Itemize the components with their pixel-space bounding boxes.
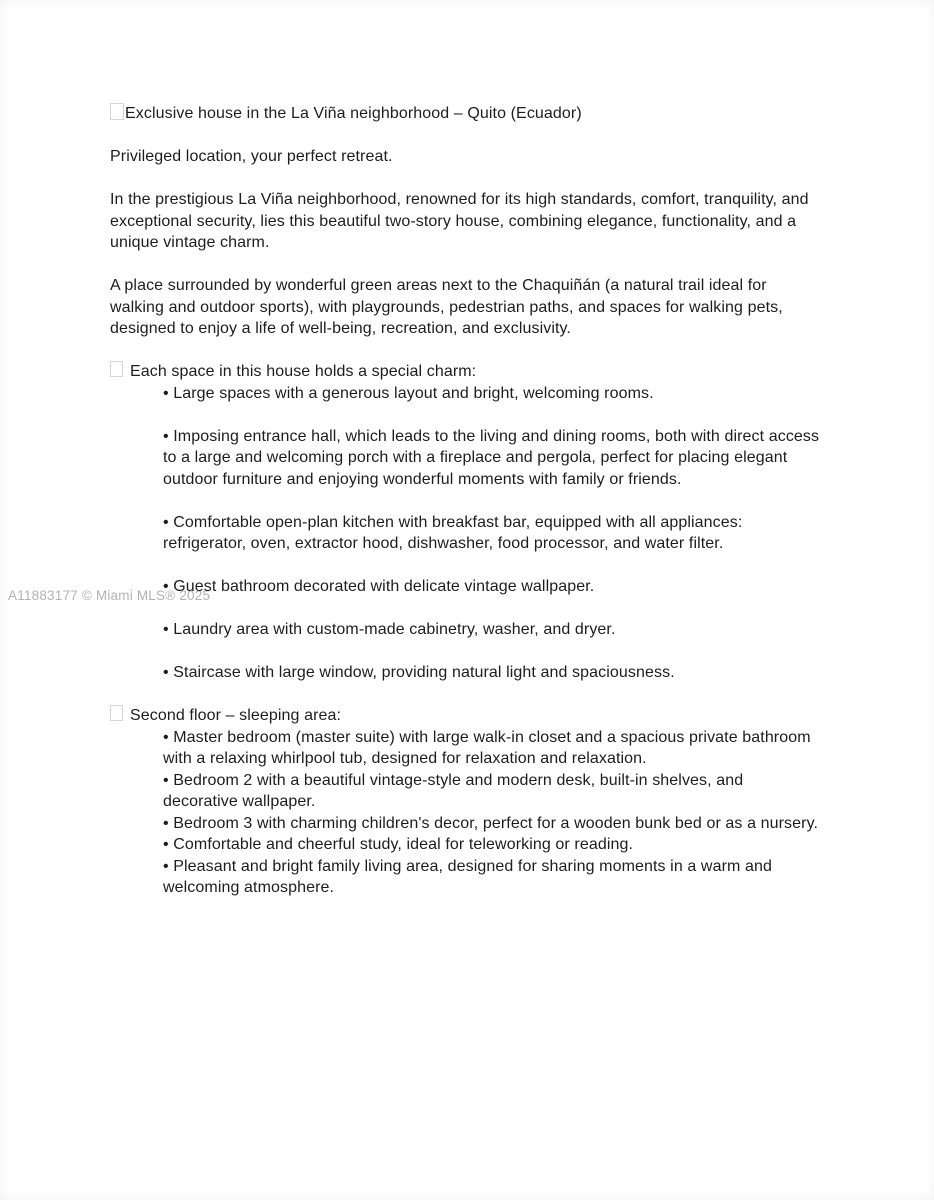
missing-emoji-box-icon — [110, 361, 123, 377]
listing-title-text: Exclusive house in the La Viña neighborhood – Quito (Ecuador) — [125, 105, 582, 122]
bullet-item: • Guest bathroom decorated with delicate vintage wallpaper. — [163, 578, 595, 595]
tagline: Privileged location, your perfect retreat. — [110, 148, 393, 165]
section-heading-text: Second floor – sleeping area: — [130, 707, 342, 724]
section-second-floor — [110, 705, 822, 899]
section-heading — [110, 361, 822, 383]
bullet-item: • Staircase with large window, providing natural light and spaciousness. — [163, 664, 675, 681]
listing-description — [110, 103, 822, 899]
feature-list — [110, 383, 822, 684]
listing-title — [110, 103, 822, 125]
missing-emoji-box-icon — [110, 103, 124, 120]
bullet-item: • Bedroom 2 with a beautiful vintage-style and modern desk, built-in shelves, and decorative wallpaper. — [163, 771, 744, 810]
bullet-item: • Comfortable open-plan kitchen with breakfast bar, equipped with all appliances: refrigerator, oven, extractor hood, dishwasher, food processor, and water filter. — [163, 513, 743, 552]
feature-list — [110, 727, 822, 899]
intro-paragraph: In the prestigious La Viña neighborhood, renowned for its high standards, comfort, tranquility, and exceptional security, lies this beautiful two-story house, combining elegance, functionality, and a unique vintage charm. — [110, 191, 809, 251]
bullet-item: • Bedroom 3 with charming children's decor, perfect for a wooden bunk bed or as a nursery. — [163, 814, 819, 832]
bullet-item: • Comfortable and cheerful study, ideal for teleworking or reading. — [163, 836, 634, 853]
section-heading — [110, 705, 822, 727]
section-each-space — [110, 361, 822, 684]
section-heading-text: Each space in this house holds a special charm: — [130, 363, 477, 380]
missing-emoji-box-icon — [110, 705, 123, 721]
bullet-item: • Pleasant and bright family living area, designed for sharing moments in a warm and welcoming atmosphere. — [163, 857, 772, 896]
bullet-item: • Laundry area with custom-made cabinetry, washer, and dryer. — [163, 621, 616, 638]
bullet-item: • Imposing entrance hall, which leads to the living and dining rooms, both with direct access to a large and welcoming porch with a fireplace and pergola, perfect for placing elegant outdoor furniture and enjoying wonderful moments with family or friends. — [163, 427, 820, 488]
intro-paragraph: A place surrounded by wonderful green areas next to the Chaquiñán (a natural trail ideal for walking and outdoor sports), with playgrounds, pedestrian paths, and spaces for walking pets, designed to enjoy a life of well-being, recreation, and exclusivity. — [110, 277, 783, 337]
bullet-item: • Large spaces with a generous layout and bright, welcoming rooms. — [163, 384, 654, 402]
bullet-item: • Master bedroom (master suite) with large walk-in closet and a spacious private bathroom with a relaxing whirlpool tub, designed for relaxation and relaxation. — [163, 728, 811, 767]
mls-watermark: A11883177 © Miami MLS® 2025 — [8, 588, 211, 603]
